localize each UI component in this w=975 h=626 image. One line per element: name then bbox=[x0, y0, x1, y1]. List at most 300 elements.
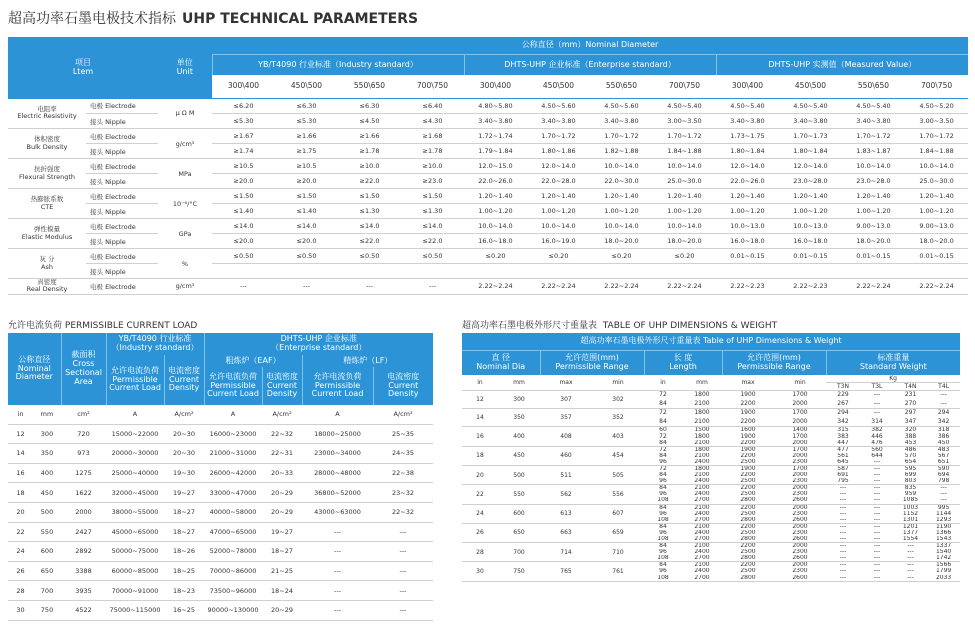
unit-cell: A/cm² bbox=[164, 405, 204, 424]
uhp-technical-table bbox=[8, 37, 960, 295]
value-cell: ≥1.67 bbox=[212, 129, 275, 144]
value-cell: --- bbox=[927, 497, 960, 504]
header-unit: 单位 Unit bbox=[176, 57, 193, 76]
table-row bbox=[8, 234, 968, 249]
value-cell: 40000~58000 bbox=[204, 502, 262, 522]
value-cell: 1.20~1.40 bbox=[842, 189, 905, 204]
value-cell: --- bbox=[826, 536, 860, 543]
current-load-title-cn: 允许电流负荷 bbox=[8, 321, 63, 331]
value-cell: ≤4.50 bbox=[338, 114, 401, 129]
value-cell: 2700 bbox=[682, 497, 722, 504]
value-cell: 270 bbox=[894, 400, 927, 409]
value-cell: 18~26 bbox=[164, 542, 204, 562]
value-cell: 2600 bbox=[774, 575, 826, 582]
value-cell: --- bbox=[907, 549, 914, 556]
value-cell: ≤22.0 bbox=[401, 234, 464, 249]
sub-item: 电极 Electrode bbox=[86, 129, 158, 144]
value-cell: 595 bbox=[904, 465, 917, 472]
value-cell: 38000~55000 bbox=[106, 502, 164, 522]
value-cell: 22~32 bbox=[262, 424, 302, 444]
value-cell: 10.0~14.0 bbox=[653, 219, 716, 234]
value-cell: 1900 bbox=[740, 446, 756, 453]
value-cell: ≥10.5 bbox=[212, 159, 275, 174]
value-cell: 1.00~1.20 bbox=[653, 204, 716, 219]
unit-cell: in bbox=[8, 405, 33, 424]
value-cell: 2600 bbox=[774, 497, 826, 504]
dimensions-weight-table bbox=[462, 333, 960, 582]
range-min: 607 bbox=[592, 504, 644, 523]
table-row bbox=[8, 561, 433, 581]
value-cell: 18.0~20.0 bbox=[590, 234, 653, 249]
table-row bbox=[8, 424, 433, 444]
value-cell: ≤5.30 bbox=[275, 114, 338, 129]
value-cell: 561 bbox=[837, 452, 849, 459]
value-cell: 84 bbox=[659, 504, 667, 511]
value-cell: 18~27 bbox=[262, 542, 302, 562]
value-cell: 2.22~2.24 bbox=[842, 279, 905, 295]
dia-mm: 450 bbox=[498, 446, 540, 465]
value-cell: 22~32 bbox=[373, 502, 433, 522]
value-cell: 2800 bbox=[722, 575, 774, 582]
sub-item: 电极 Electrode bbox=[86, 219, 158, 234]
value-cell: ≤0.20 bbox=[527, 249, 590, 264]
dimensions-title bbox=[462, 318, 777, 331]
value-cell: 447 bbox=[826, 440, 860, 447]
value-cell: 4522 bbox=[61, 600, 106, 620]
value-cell: --- bbox=[940, 491, 947, 498]
value-cell: ≤0.20 bbox=[653, 249, 716, 264]
table-row bbox=[8, 581, 433, 601]
value-cell: 1.00~1.20 bbox=[527, 204, 590, 219]
value-cell: 453 bbox=[894, 440, 927, 447]
value-cell: 959 bbox=[904, 491, 917, 498]
value-cell bbox=[716, 264, 779, 279]
value-cell: 2000 bbox=[61, 502, 106, 522]
sub-item: 接头 Nipple bbox=[86, 234, 158, 249]
value-cell: 25000~40000 bbox=[106, 463, 164, 483]
value-cell: 803 bbox=[894, 478, 927, 485]
value-cell: 3.40~3.80 bbox=[779, 114, 842, 129]
value-cell: --- bbox=[873, 465, 881, 472]
value-cell: 587 bbox=[837, 465, 849, 472]
value-cell: 2400 bbox=[682, 478, 722, 485]
value-cell: 1799 bbox=[935, 568, 952, 575]
value-cell: 2300 bbox=[792, 568, 808, 575]
value-cell: --- bbox=[873, 549, 881, 556]
value-cell: ≤0.50 bbox=[212, 249, 275, 264]
value-cell: 388 bbox=[904, 433, 917, 440]
value-cell: 1600 bbox=[740, 426, 756, 434]
value-cell bbox=[653, 264, 716, 279]
value-cell: 400 bbox=[33, 463, 61, 483]
value-cell: 2892 bbox=[61, 542, 106, 562]
value-cell: ≥1.78 bbox=[338, 144, 401, 159]
value-cell: 23.0~28.0 bbox=[779, 174, 842, 189]
dia-mm: 550 bbox=[498, 485, 540, 504]
value-cell: 2200 bbox=[740, 561, 756, 569]
value-cell: 294 bbox=[837, 409, 849, 417]
value-cell: 450 bbox=[33, 483, 61, 503]
value-cell: 9.00~13.0 bbox=[905, 219, 968, 234]
table-row bbox=[8, 144, 968, 159]
value-cell: 2700 bbox=[682, 575, 722, 582]
unit-cell: mm bbox=[498, 375, 540, 391]
value-cell: 1400 bbox=[792, 426, 808, 434]
value-cell: 60000~85000 bbox=[106, 561, 164, 581]
value-cell: 96 bbox=[644, 459, 682, 466]
unit-cell: max bbox=[722, 375, 774, 391]
table-row bbox=[8, 219, 968, 234]
unit-cell: A/cm² bbox=[373, 405, 433, 424]
value-cell: 28 bbox=[8, 581, 33, 601]
value-cell: 651 bbox=[927, 459, 960, 466]
value-cell: 835 bbox=[904, 484, 917, 492]
dia-mm: 400 bbox=[498, 427, 540, 446]
value-cell: 25~35 bbox=[373, 424, 433, 444]
value-cell: 19~27 bbox=[262, 522, 302, 542]
value-cell: 18~25 bbox=[164, 561, 204, 581]
value-cell: 1190 bbox=[935, 523, 952, 530]
value-cell: 25.0~30.0 bbox=[653, 174, 716, 189]
header-enterprise-standard: DHTS-UHP 企业标准 （Enterprise standard） bbox=[204, 333, 433, 355]
value-cell: ≤0.20 bbox=[590, 249, 653, 264]
value-cell: 798 bbox=[927, 478, 960, 485]
value-cell: 644 bbox=[871, 452, 883, 459]
value-cell: 12.0~14.0 bbox=[527, 159, 590, 174]
unit-cell: MPa bbox=[158, 159, 212, 189]
dia-in: 20 bbox=[462, 465, 498, 484]
value-cell: 20~29 bbox=[262, 600, 302, 620]
dimensions-title-en: TABLE OF UHP DIMENSIONS & WEIGHT bbox=[602, 321, 778, 331]
header-standard-group: YB/T4090 行业标准（Industry standard） bbox=[212, 55, 464, 76]
value-cell: 1144 bbox=[935, 510, 952, 517]
value-cell: 691 bbox=[837, 472, 849, 479]
value-cell: --- bbox=[907, 542, 914, 550]
value-cell: 23.0~28.0 bbox=[842, 174, 905, 189]
value-cell: 2000 bbox=[792, 523, 808, 530]
value-cell: --- bbox=[860, 517, 894, 524]
value-cell: 18~24 bbox=[262, 581, 302, 601]
value-cell: 699 bbox=[904, 472, 917, 479]
value-cell: --- bbox=[826, 517, 860, 524]
value-cell: --- bbox=[302, 542, 373, 562]
value-cell: 16.0~19.0 bbox=[527, 234, 590, 249]
value-cell: --- bbox=[873, 542, 881, 550]
value-cell: 567 bbox=[937, 452, 950, 459]
value-cell: 2100 bbox=[682, 440, 722, 447]
table-row bbox=[8, 129, 968, 144]
value-cell: ≥1.66 bbox=[275, 129, 338, 144]
value-cell: 16000~23000 bbox=[204, 424, 262, 444]
value-cell: 560 bbox=[871, 446, 883, 453]
value-cell: ≤1.30 bbox=[401, 204, 464, 219]
value-cell: 1.20~1.40 bbox=[779, 189, 842, 204]
value-cell: 72 bbox=[659, 433, 667, 440]
property-name: 弹性模量 Elastic Modulus bbox=[8, 219, 86, 249]
value-cell: ≥10.0 bbox=[401, 159, 464, 174]
value-cell: 600 bbox=[33, 542, 61, 562]
range-max: 562 bbox=[540, 485, 592, 504]
value-cell: --- bbox=[860, 478, 894, 485]
value-cell: 795 bbox=[826, 478, 860, 485]
value-cell: 1.79~1.84 bbox=[464, 144, 527, 159]
value-cell: --- bbox=[907, 561, 914, 569]
table-row bbox=[8, 279, 968, 295]
value-cell: 96 bbox=[659, 491, 667, 498]
value-cell: 2600 bbox=[774, 517, 826, 524]
value-cell: 2100 bbox=[694, 484, 710, 492]
value-cell: ≤1.50 bbox=[338, 189, 401, 204]
property-name: 热膨胀系数 CTE bbox=[8, 189, 86, 219]
value-cell: 1800 bbox=[694, 446, 710, 453]
value-cell: --- bbox=[907, 568, 914, 575]
value-cell: 2100 bbox=[682, 418, 722, 427]
value-cell: 4.50~5.60 bbox=[527, 99, 590, 114]
value-cell: 2200 bbox=[740, 484, 756, 492]
table-row bbox=[8, 114, 968, 129]
value-cell: 2800 bbox=[722, 517, 774, 524]
value-cell: --- bbox=[839, 510, 847, 517]
header-permissible-current-load: 允许电流负荷 Permissible Current Load bbox=[204, 367, 262, 405]
value-cell: 1.82~1.88 bbox=[590, 144, 653, 159]
value-cell: --- bbox=[873, 504, 881, 511]
header-size: 300\400 bbox=[212, 75, 275, 99]
header-current-density: 电流密度 Current Density bbox=[164, 355, 204, 405]
value-cell: 315 bbox=[837, 426, 849, 434]
value-cell: --- bbox=[302, 581, 373, 601]
dia-in: 30 bbox=[462, 562, 498, 581]
table-row bbox=[462, 543, 960, 550]
value-cell: 2200 bbox=[722, 418, 774, 427]
value-cell: 70000~86000 bbox=[204, 561, 262, 581]
value-cell: 84 bbox=[644, 400, 682, 409]
current-load-title-en: PERMISSIBLE CURRENT LOAD bbox=[64, 321, 198, 331]
value-cell: --- bbox=[401, 279, 464, 295]
unit-cell: A bbox=[204, 405, 262, 424]
value-cell: 10.0~13.0 bbox=[716, 219, 779, 234]
value-cell: 2300 bbox=[792, 549, 808, 556]
value-cell: 2200 bbox=[740, 542, 756, 550]
value-cell: 84 bbox=[644, 440, 682, 447]
header-current-density: 电流密度 Current Density bbox=[262, 367, 302, 405]
unit-cell: in bbox=[644, 375, 682, 391]
unit-cell: A/cm² bbox=[262, 405, 302, 424]
value-cell: 20~29 bbox=[262, 483, 302, 503]
value-cell: 320 bbox=[904, 426, 917, 434]
value-cell: --- bbox=[873, 472, 881, 479]
value-cell: 16.0~18.0 bbox=[464, 234, 527, 249]
value-cell: 1543 bbox=[927, 536, 960, 543]
value-cell: 26000~42000 bbox=[204, 463, 262, 483]
table-row bbox=[8, 174, 968, 189]
header-standard-weight: 标准重量 Standard Weight bbox=[826, 351, 960, 376]
value-cell: 12.0~14.0 bbox=[779, 159, 842, 174]
value-cell: 84 bbox=[659, 472, 667, 479]
value-cell: 486 bbox=[904, 446, 917, 453]
sub-item: 接头 Nipple bbox=[86, 264, 158, 279]
value-cell: 14 bbox=[8, 444, 33, 464]
value-cell: ≥20.0 bbox=[212, 174, 275, 189]
value-cell: --- bbox=[826, 497, 860, 504]
main-title-cn: 超高功率石墨电极技术指标 bbox=[8, 11, 176, 27]
value-cell: 750 bbox=[33, 600, 61, 620]
range-max: 511 bbox=[540, 465, 592, 484]
property-name: 体积密度 Bulk Density bbox=[8, 129, 86, 159]
value-cell: --- bbox=[373, 542, 433, 562]
value-cell: --- bbox=[839, 504, 847, 511]
value-cell: ≤20.0 bbox=[212, 234, 275, 249]
value-cell: --- bbox=[894, 555, 927, 562]
value-cell: 20~30 bbox=[164, 444, 204, 464]
value-cell: 18000~25000 bbox=[302, 424, 373, 444]
table-row bbox=[8, 463, 433, 483]
value-cell: --- bbox=[873, 391, 881, 399]
range-min: 454 bbox=[592, 446, 644, 465]
value-cell: 483 bbox=[937, 446, 950, 453]
value-cell: 84 bbox=[644, 418, 682, 427]
value-cell: 16~25 bbox=[164, 600, 204, 620]
dia-mm: 750 bbox=[498, 562, 540, 581]
value-cell: 1800 bbox=[694, 409, 710, 417]
value-cell: 32000~45000 bbox=[106, 483, 164, 503]
value-cell: 96 bbox=[644, 478, 682, 485]
value-cell: 2200 bbox=[722, 400, 774, 409]
value-cell: 22.0~26.0 bbox=[464, 174, 527, 189]
value-cell: 2100 bbox=[694, 523, 710, 530]
value-cell: 383 bbox=[837, 433, 849, 440]
value-cell: 2400 bbox=[694, 568, 710, 575]
value-cell: 10.0~14.0 bbox=[590, 219, 653, 234]
dia-in: 22 bbox=[462, 485, 498, 504]
value-cell: 2.22~2.24 bbox=[905, 279, 968, 295]
dia-in: 18 bbox=[462, 446, 498, 465]
value-cell: 0.01~0.15 bbox=[779, 249, 842, 264]
value-cell: 4.50~5.40 bbox=[842, 99, 905, 114]
value-cell: 650 bbox=[33, 561, 61, 581]
value-cell: --- bbox=[839, 561, 847, 569]
value-cell: 1.70~1.72 bbox=[905, 129, 968, 144]
dia-mm: 500 bbox=[498, 465, 540, 484]
value-cell: --- bbox=[839, 542, 847, 550]
value-cell: 20 bbox=[8, 502, 33, 522]
range-min: 659 bbox=[592, 523, 644, 542]
value-cell: 84 bbox=[659, 452, 667, 459]
table-row bbox=[8, 159, 968, 174]
value-cell: 654 bbox=[894, 459, 927, 466]
value-cell: 12.0~15.0 bbox=[464, 159, 527, 174]
value-cell: ≤5.30 bbox=[212, 114, 275, 129]
value-cell: 2100 bbox=[694, 452, 710, 459]
value-cell: 1.20~1.40 bbox=[464, 189, 527, 204]
table-row bbox=[8, 444, 433, 464]
header-nominal-diameter: 公称直径（mm）Nominal Diameter bbox=[212, 37, 968, 55]
table-row bbox=[8, 600, 433, 620]
unit-cell: % bbox=[158, 249, 212, 279]
value-cell: ≥1.66 bbox=[338, 129, 401, 144]
value-cell: 4.50~5.20 bbox=[905, 99, 968, 114]
value-cell: 2400 bbox=[694, 491, 710, 498]
sub-item: 电极 Electrode bbox=[86, 159, 158, 174]
value-cell: 19~30 bbox=[164, 463, 204, 483]
value-cell: 75000~115000 bbox=[106, 600, 164, 620]
value-cell: 1.70~1.72 bbox=[842, 129, 905, 144]
sub-item: 电极 Electrode bbox=[86, 189, 158, 204]
value-cell: 108 bbox=[644, 555, 682, 562]
value-cell bbox=[842, 264, 905, 279]
value-cell: ≤6.30 bbox=[338, 99, 401, 114]
value-cell: --- bbox=[839, 529, 847, 536]
value-cell: 2200 bbox=[740, 452, 756, 459]
value-cell: 18~23 bbox=[164, 581, 204, 601]
value-cell: ≥1.78 bbox=[401, 144, 464, 159]
value-cell: --- bbox=[860, 536, 894, 543]
value-cell: 3935 bbox=[61, 581, 106, 601]
value-cell: ≤6.30 bbox=[275, 99, 338, 114]
value-cell: 1301 bbox=[894, 517, 927, 524]
value-cell: 3.40~3.80 bbox=[590, 114, 653, 129]
value-cell: ≤1.50 bbox=[275, 189, 338, 204]
value-cell: 350 bbox=[33, 444, 61, 464]
value-cell: 267 bbox=[826, 400, 860, 409]
value-cell: 0.01~0.15 bbox=[842, 249, 905, 264]
value-cell: 2.22~2.24 bbox=[590, 279, 653, 295]
value-cell: 84 bbox=[659, 542, 667, 550]
value-cell: 36800~52000 bbox=[302, 483, 373, 503]
table-row bbox=[8, 249, 968, 264]
table-row bbox=[8, 542, 433, 562]
value-cell: 20~29 bbox=[262, 502, 302, 522]
value-cell: 22.0~28.0 bbox=[527, 174, 590, 189]
value-cell: 477 bbox=[837, 446, 849, 453]
value-cell: 1085 bbox=[894, 497, 927, 504]
value-cell: ≥1.74 bbox=[212, 144, 275, 159]
header-size: 450\500 bbox=[779, 75, 842, 99]
table-row bbox=[462, 562, 960, 569]
value-cell: 2500 bbox=[722, 459, 774, 466]
value-cell: --- bbox=[860, 555, 894, 562]
sub-item: 接头 Nipple bbox=[86, 114, 158, 129]
range-min: 761 bbox=[592, 562, 644, 581]
value-cell: 72 bbox=[659, 391, 667, 399]
header-size: 700\750 bbox=[653, 75, 716, 99]
dimensions-title-cn: 超高功率石墨电极外形尺寸重量表 bbox=[462, 321, 598, 331]
value-cell: 700 bbox=[33, 581, 61, 601]
value-cell: ≥1.75 bbox=[275, 144, 338, 159]
current-load-table bbox=[8, 333, 433, 621]
value-cell: ≤14.0 bbox=[401, 219, 464, 234]
value-cell: --- bbox=[873, 491, 881, 498]
sub-item: 电极 Electrode bbox=[86, 279, 158, 295]
value-cell: 1003 bbox=[902, 504, 919, 511]
table-row bbox=[8, 204, 968, 219]
value-cell: 23000~34000 bbox=[302, 444, 373, 464]
value-cell: 1.00~1.20 bbox=[779, 204, 842, 219]
main-title-en: UHP TECHNICAL PARAMETERS bbox=[182, 11, 419, 27]
value-cell: 2500 bbox=[740, 529, 756, 536]
value-cell: 1700 bbox=[792, 465, 808, 472]
table-row bbox=[8, 522, 433, 542]
range-max: 613 bbox=[540, 504, 592, 523]
value-cell: 2.22~2.24 bbox=[464, 279, 527, 295]
value-cell: 47000~65000 bbox=[204, 522, 262, 542]
value-cell: 1500 bbox=[694, 426, 710, 434]
value-cell: --- bbox=[826, 575, 860, 582]
value-cell: 96 bbox=[659, 529, 667, 536]
unit-cell: min bbox=[774, 375, 826, 391]
header-size: 550\650 bbox=[338, 75, 401, 99]
value-cell: 2500 bbox=[740, 510, 756, 517]
value-cell: 22.0~30.0 bbox=[590, 174, 653, 189]
